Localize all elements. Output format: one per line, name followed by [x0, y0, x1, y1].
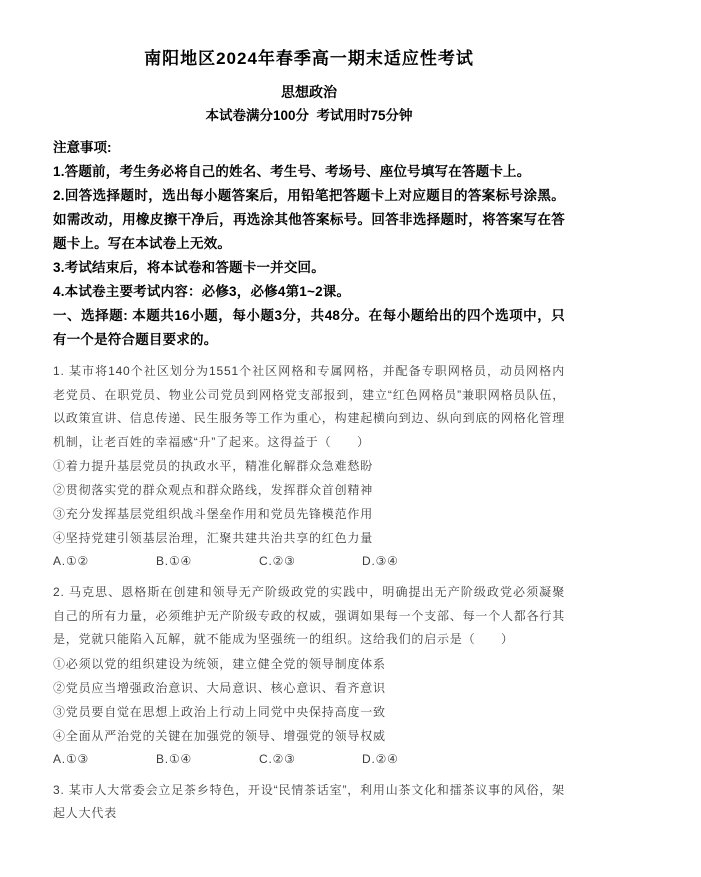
- question-3-stem: 3. 某市人大常委会立足茶乡特色，开设“民情茶话室”，利用山茶文化和擂茶议事的风俗，架起人大代表: [53, 782, 565, 820]
- section-heading: 一、选择题: 本题共16小题，每小题3分，共48分。在每小题给出的四个选项中，只有一个是符合题目要求的。: [53, 308, 565, 347]
- notice-item-4: 4.本试卷主要考试内容：必修3，必修4第1~2课。: [53, 284, 351, 299]
- question-1: [53, 360, 565, 573]
- question-2-statement-2: ②党员应当增强政治意识、大局意识、核心意识、看齐意识: [53, 680, 386, 695]
- question-1-statement-1: ①着力提升基层党员的执政水平，精准化解群众急难愁盼: [53, 459, 374, 473]
- notice-item-1: 1.答题前，考生务必将自己的姓名、考生号、考场号、座位号填写在答题卡上。: [53, 164, 531, 179]
- choice-d: D.②④: [362, 751, 399, 766]
- notice-item-3: 3.考试结束后，将本试卷和答题卡一并交回。: [53, 260, 325, 275]
- choice-c: C.②③: [259, 554, 296, 568]
- exam-title: 南阳地区2024年春季高一期末适应性考试: [144, 49, 474, 68]
- choice-b: B.①④: [156, 554, 193, 568]
- exam-info: 本试卷满分100分 考试用时75分钟: [205, 108, 413, 123]
- choice-c: C.②③: [259, 751, 296, 766]
- question-1-statement-3: ③充分发挥基层党组织战斗堡垒作用和党员先锋模范作用: [53, 507, 374, 521]
- question-1-stem: 1. 某市将140个社区划分为1551个社区网格和专属网格，并配备专职网格员，动员网格内老党员、在职党员、物业公司党员到网格党支部报到，建立“红色网格员”兼职网格员队伍，以政策宣讲、信息传递、民生服务等工作为重心，构建起横向到边、纵向到底的网格化管理机制，让老百姓的幸福感“升”了起来。这得益于（ ）: [53, 364, 566, 449]
- choice-a: A.①②: [53, 554, 90, 568]
- notice-heading: 注意事项:: [53, 140, 112, 155]
- question-2-stem: 2. 马克思、恩格斯在创建和领导无产阶级政党的实践中，明确提出无产阶级政党必须凝聚自己的所有力量，必须维护无产阶级专政的权威，强调如果每一个支部、每一个人都各行其是，党就只能陷入瓦解，就不能成为坚强统一的组织。这给我们的启示是（ ）: [53, 585, 566, 646]
- notice-item-2: 2.回答选择题时，选出每小题答案后，用铅笔把答题卡上对应题目的答案标号涂黑。如需改动，用橡皮擦干净后，再选涂其他答案标号。回答非选择题时，将答案写在答题卡上。写在本试卷上无效。: [53, 188, 565, 251]
- choice-d: D.③④: [362, 554, 399, 568]
- question-2-choice-row: [53, 748, 565, 771]
- exam-subject: 思想政治: [281, 84, 337, 100]
- question-1-statement-4: ④坚持党建引领基层治理，汇聚共建共治共享的红色力量: [53, 531, 374, 545]
- question-1-statement-2: ②贯彻落实党的群众观点和群众路线，发挥群众首创精神: [53, 483, 374, 497]
- choice-b: B.①④: [156, 751, 193, 766]
- question-2: [53, 581, 565, 771]
- notice-section: [53, 136, 565, 304]
- question-2-statement-1: ①必须以党的组织建设为统领，建立健全党的领导制度体系: [53, 656, 386, 671]
- choice-a: A.①③: [53, 751, 90, 766]
- question-2-statement-4: ④全面从严治党的关键在加强党的领导、增强党的领导权威: [53, 728, 386, 743]
- question-2-statement-3: ③党员要自觉在思想上政治上行动上同党中央保持高度一致: [53, 704, 386, 719]
- question-1-choice-row: [53, 550, 565, 573]
- question-3: [53, 779, 565, 826]
